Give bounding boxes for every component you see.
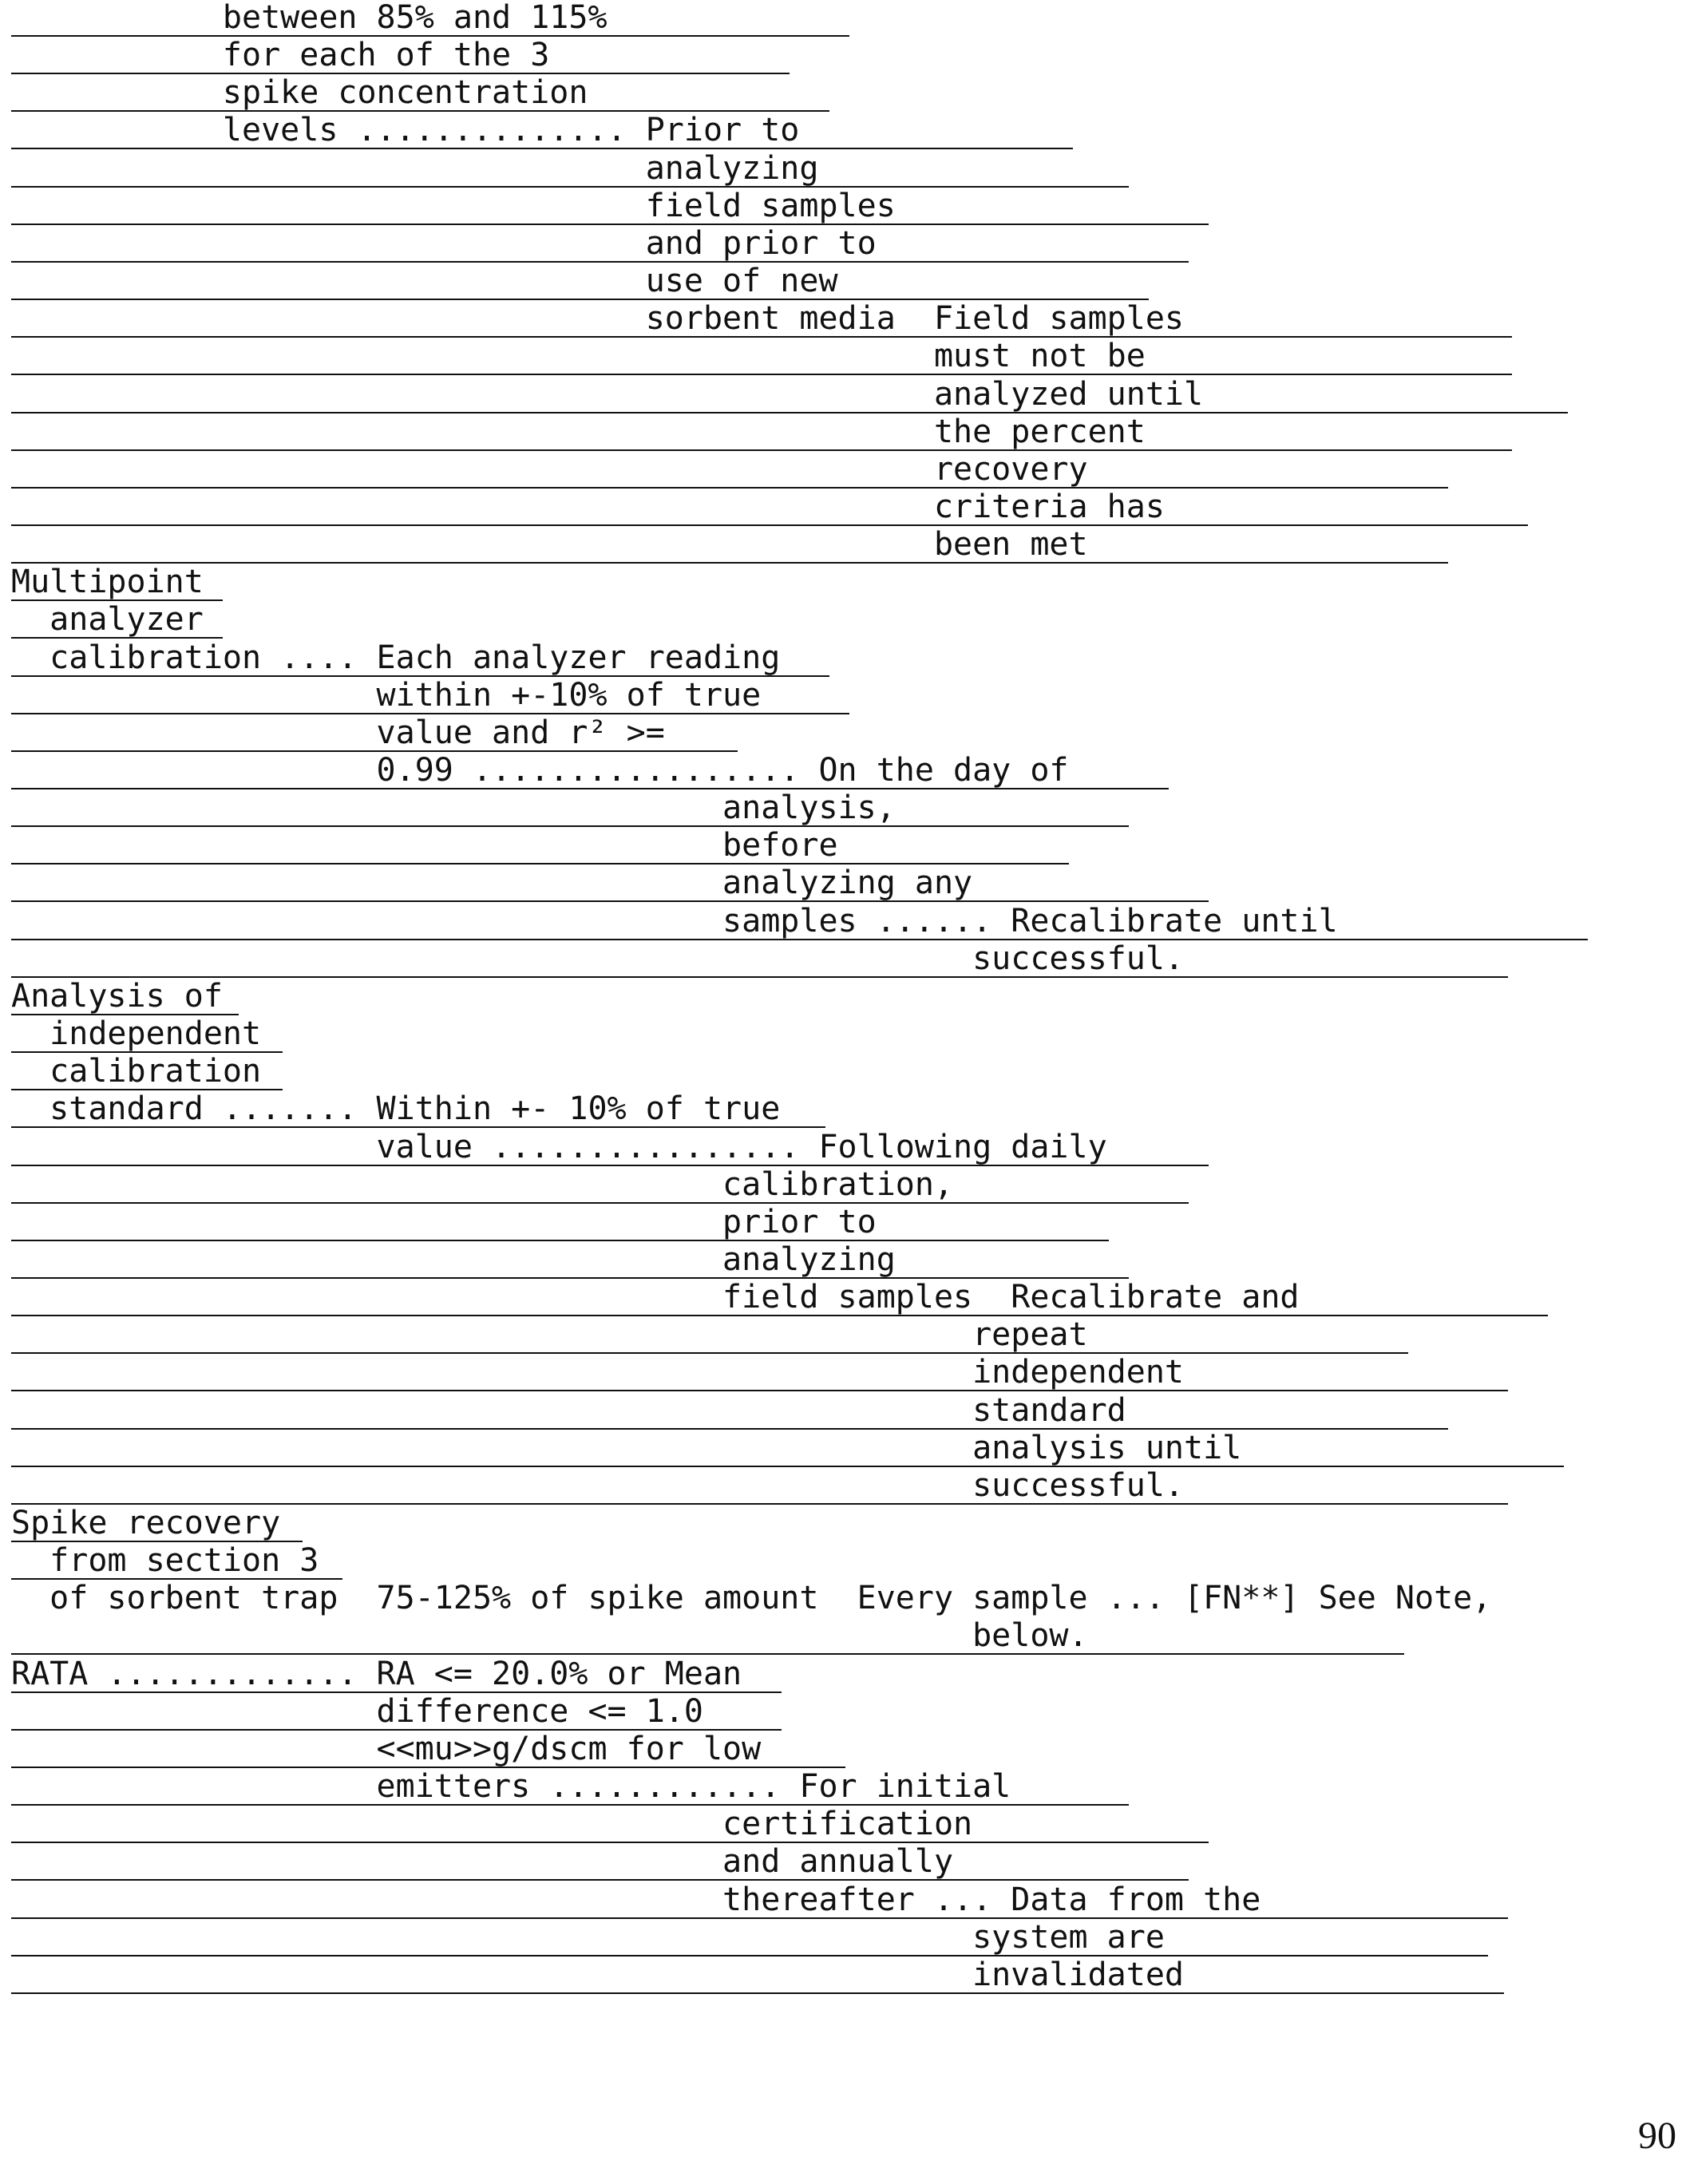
table-line: [0, 151, 1686, 188]
line-text: Multipoint: [11, 564, 204, 601]
table-line: [0, 1694, 1686, 1731]
table-line: [0, 1844, 1686, 1881]
line-text: Spike recovery: [11, 1505, 281, 1541]
table-line: [0, 0, 1686, 38]
table-line: [0, 226, 1686, 263]
table-line: [0, 904, 1686, 941]
line-text: repeat: [11, 1316, 1088, 1354]
line-text: the percent: [11, 413, 1146, 450]
table-line: [0, 1130, 1686, 1167]
line-text: levels .............. Prior to: [11, 112, 800, 149]
table-line: [0, 1317, 1686, 1355]
line-text: calibration: [11, 1053, 262, 1090]
table-line: [0, 1091, 1686, 1129]
table-line: [0, 1806, 1686, 1844]
table-line: [0, 1618, 1686, 1656]
table-line: [0, 1920, 1686, 1957]
line-text: value and r² >=: [11, 714, 665, 751]
table-line: [0, 377, 1686, 414]
table-line: [0, 1731, 1686, 1769]
table-line: [0, 263, 1686, 301]
line-text: invalidated: [11, 1956, 1185, 1993]
line-text: spike concentration: [11, 74, 588, 112]
line-text: thereafter ... Data from the: [11, 1881, 1261, 1918]
table-line: [0, 979, 1686, 1016]
table-line: [0, 1769, 1686, 1806]
table-line: [0, 1656, 1686, 1694]
table-line: [0, 452, 1686, 489]
table-line: [0, 1167, 1686, 1205]
line-text: sorbent media Field samples: [11, 300, 1185, 338]
line-text: RATA ............. RA <= 20.0% or Mean: [11, 1655, 742, 1692]
table-line: [0, 338, 1686, 376]
table-line: [0, 414, 1686, 452]
line-text: recovery: [11, 450, 1088, 488]
table-line: [0, 188, 1686, 226]
line-text: <<mu>>g/dscm for low: [11, 1730, 762, 1767]
page-number: 90: [1638, 2115, 1676, 2157]
table-line: [0, 640, 1686, 678]
line-text: difference <= 1.0: [11, 1692, 703, 1730]
line-text: between 85% and 115%: [11, 0, 608, 36]
table-line: [0, 527, 1686, 564]
table-line: [0, 38, 1686, 75]
table-line: [0, 1882, 1686, 1920]
table-line: [0, 715, 1686, 753]
line-text: system are: [11, 1918, 1165, 1956]
line-text: within +-10% of true: [11, 676, 762, 714]
line-text: standard ....... Within +- 10% of true: [11, 1090, 781, 1128]
line-text: of sorbent trap 75-125% of spike amount Every sample ... [FN**] See Note,: [11, 1580, 1492, 1617]
line-text: analyzed until: [11, 375, 1204, 413]
table-line: [0, 75, 1686, 113]
line-text: certification: [11, 1806, 973, 1843]
line-text: calibration .... Each analyzer reading: [11, 639, 781, 676]
table-line: [0, 489, 1686, 527]
line-text: standard: [11, 1391, 1126, 1429]
line-text: analyzing: [11, 1240, 896, 1278]
table-line: [0, 865, 1686, 903]
line-text: prior to: [11, 1203, 877, 1240]
line-text: before: [11, 827, 838, 864]
line-text: and prior to: [11, 224, 877, 262]
line-text: analyzing any: [11, 864, 973, 902]
table-line: [0, 1242, 1686, 1280]
table-line: [0, 1505, 1686, 1543]
table-line: [0, 1205, 1686, 1242]
line-text: must not be: [11, 338, 1146, 375]
table-line: [0, 1393, 1686, 1430]
line-text: field samples: [11, 187, 896, 224]
line-text: analysis until: [11, 1429, 1242, 1466]
table-line: [0, 1016, 1686, 1054]
line-text: calibration,: [11, 1165, 954, 1203]
line-text: below.: [11, 1617, 1088, 1655]
line-text: for each of the 3: [11, 37, 550, 74]
line-text: use of new: [11, 263, 838, 300]
table-line: [0, 1280, 1686, 1317]
line-text: value ................ Following daily: [11, 1128, 1107, 1165]
table-line: [0, 1957, 1686, 1995]
line-text: independent: [11, 1354, 1185, 1391]
line-text: Analysis of: [11, 977, 223, 1015]
line-text: independent: [11, 1015, 262, 1053]
line-text: 0.99 ................. On the day of: [11, 752, 1069, 789]
line-text: from section 3: [11, 1542, 319, 1580]
table-line: [0, 301, 1686, 338]
line-text: field samples Recalibrate and: [11, 1279, 1300, 1316]
line-text: analyzing: [11, 149, 819, 187]
table-line: [0, 1581, 1686, 1618]
table-line: [0, 113, 1686, 150]
line-text: analysis,: [11, 789, 896, 827]
line-text: analyzer: [11, 601, 204, 639]
line-text: emitters ............ For initial: [11, 1768, 1011, 1806]
underline-rule: [11, 976, 1508, 978]
table-line: [0, 790, 1686, 828]
table-line: [0, 602, 1686, 639]
line-text: and annually: [11, 1843, 954, 1881]
line-text: successful.: [11, 940, 1185, 977]
table-line: [0, 1430, 1686, 1468]
line-text: been met: [11, 526, 1088, 564]
table-line: [0, 678, 1686, 715]
table-line: [0, 1543, 1686, 1581]
line-text: criteria has: [11, 488, 1165, 525]
underline-rule: [11, 562, 1448, 564]
line-text: samples ...... Recalibrate until: [11, 902, 1338, 940]
underline-rule: [11, 1992, 1504, 1994]
line-text: successful.: [11, 1466, 1185, 1504]
table-line: [0, 941, 1686, 979]
table-line: [0, 564, 1686, 602]
table-line: [0, 828, 1686, 865]
table-line: [0, 1355, 1686, 1392]
table-line: [0, 753, 1686, 790]
table-line: [0, 1468, 1686, 1505]
table-line: [0, 1054, 1686, 1091]
